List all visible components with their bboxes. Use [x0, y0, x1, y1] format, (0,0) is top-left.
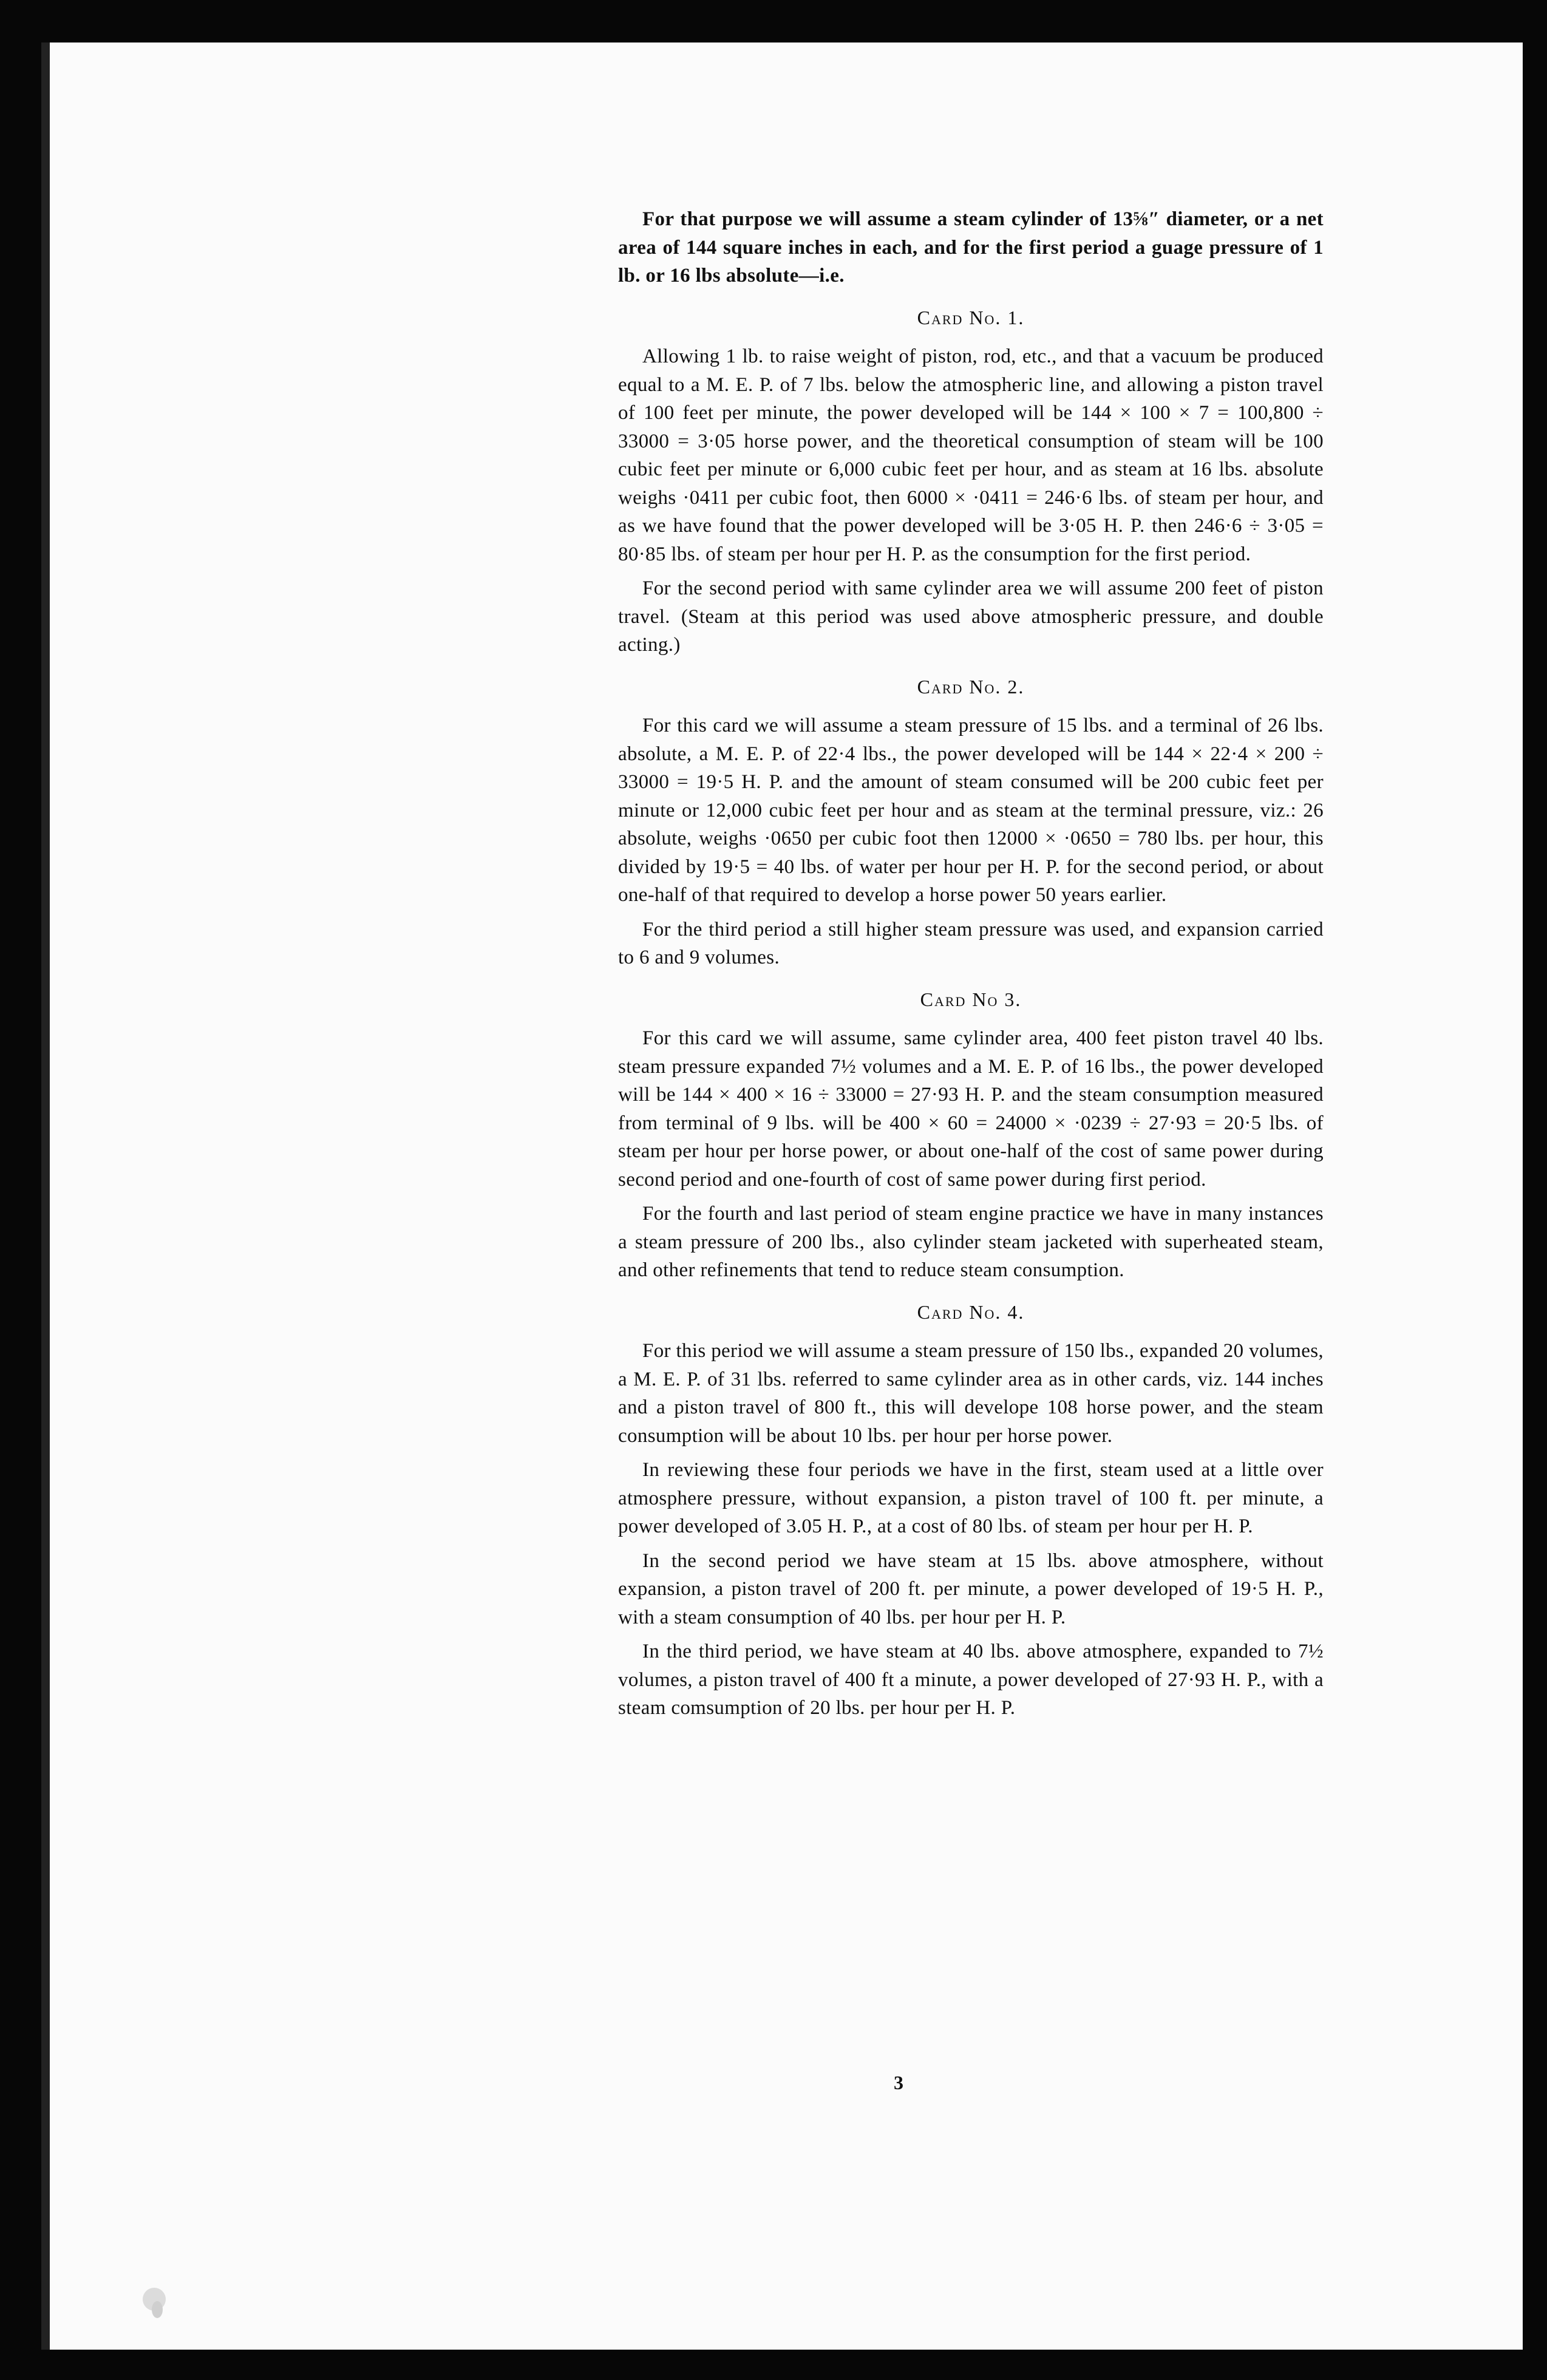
card-3-paragraph: For this card we will assume, same cylinder area, 400 feet piston travel 40 lbs. steam pressure expanded 7½ volumes and a M. E. P. of 16 lbs., the power developed will be 144 × 400 × 16 ÷ 33000 = 27·93 H. P. and the steam consumption measured from terminal of 9 lbs. will be 400 × 60 = 24000 × ·0239 ÷ 27·93 = 20·5 lbs. of steam per hour per horse power, or about one-half of the cost of same power during second period and one-fourth of cost of same power during first period. — [618, 1027, 1324, 1191]
intro-paragraph: For that purpose we will assume a steam cylinder of 13⅝″ diameter, or a net area of 144 square inches in each, and for the first period a guage pressure of 1 lb. or 16 lbs absolute—i.e. — [618, 208, 1324, 287]
card-3-heading: Card No 3. — [920, 988, 1022, 1010]
card-2-heading: Card No. 2. — [917, 675, 1025, 698]
second-period-paragraph: For the second period with same cylinder area we will assume 200 feet of piston travel. (Steam at this period was used above atmospheric pressure, and double acting.) — [618, 577, 1324, 656]
third-period-paragraph: For the third period a still higher steam pressure was used, and expansion carried to 6 and 9 volumes. — [618, 918, 1324, 968]
fourth-period-paragraph: For the fourth and last period of steam engine practice we have in many instances a steam pressure of 200 lbs., also cylinder steam jacketed with superheated steam, and other refinements that tend to reduce steam consumption. — [618, 1203, 1324, 1281]
card-2-paragraph: For this card we will assume a steam pressure of 15 lbs. and a terminal of 26 lbs. absolute, a M. E. P. of 22·4 lbs., the power developed will be 144 × 22·4 × 200 ÷ 33000 = 19·5 H. P. and the amount of steam consumed will be 200 cubic feet per minute or 12,000 cubic feet per hour and as steam at the terminal pressure, viz.: 26 absolute, weighs ·0650 per cubic foot then 12000 × ·0650 = 780 lbs. per hour, this divided by 19·5 = 40 lbs. of water per hour per H. P. for the second period, or about one-half of that required to develop a horse power 50 years earlier. — [618, 715, 1324, 906]
scan-blot — [152, 2301, 163, 2318]
review-third-paragraph: In the third period, we have steam at 40 lbs. above atmosphere, expanded to 7½ volumes, a piston travel of 400 ft a minute, a power developed of 27·93 H. P., with a steam comsumption of 20 lbs. per hour per H. P. — [618, 1640, 1324, 1719]
card-4-paragraph: For this period we will assume a steam pressure of 150 lbs., expanded 20 volumes, a M. E. P. of 31 lbs. referred to same cylinder area as in other cards, viz. 144 inches and a piston travel of 800 ft., this will develope 108 horse power, and the steam consumption will be about 10 lbs. per hour per horse power. — [618, 1340, 1324, 1447]
card-1-paragraph: Allowing 1 lb. to raise weight of piston, rod, etc., and that a vacuum be produced equal to a M. E. P. of 7 lbs. below the atmospheric line, and allowing a piston travel of 100 feet per minute, the power developed will be 144 × 100 × 7 = 100,800 ÷ 33000 = 3·05 horse power, and the theoretical consumption of steam will be 100 cubic feet per minute or 6,000 cubic feet per hour, and as steam at 16 lbs. absolute weighs ·0411 per cubic foot, then 6000 × ·0411 = 246·6 lbs. of steam per hour, and as we have found that the power developed will be 3·05 H. P. then 246·6 ÷ 3·05 = 80·85 lbs. of steam per hour per H. P. as the consumption for the first period. — [618, 345, 1324, 565]
scan-shadow-edge — [41, 42, 50, 2350]
review-second-paragraph: In the second period we have steam at 15 lbs. above atmosphere, without expansion, a piston travel of 200 ft. per minute, a power developed of 19·5 H. P., with a steam consumption of 40 lbs. per hour per H. P. — [618, 1549, 1324, 1628]
card-4-heading: Card No. 4. — [917, 1300, 1025, 1323]
review-first-paragraph: In reviewing these four periods we have in the first, steam used at a little over atmosphere pressure, without expansion, a piston travel of 100 ft. per minute, a power developed of 3.05 H. P., at a cost of 80 lbs. of steam per hour per H. P. — [618, 1459, 1324, 1537]
body-text — [618, 205, 1324, 1722]
card-1-heading: Card No. 1. — [917, 306, 1025, 328]
scanned-page — [41, 42, 1523, 2350]
